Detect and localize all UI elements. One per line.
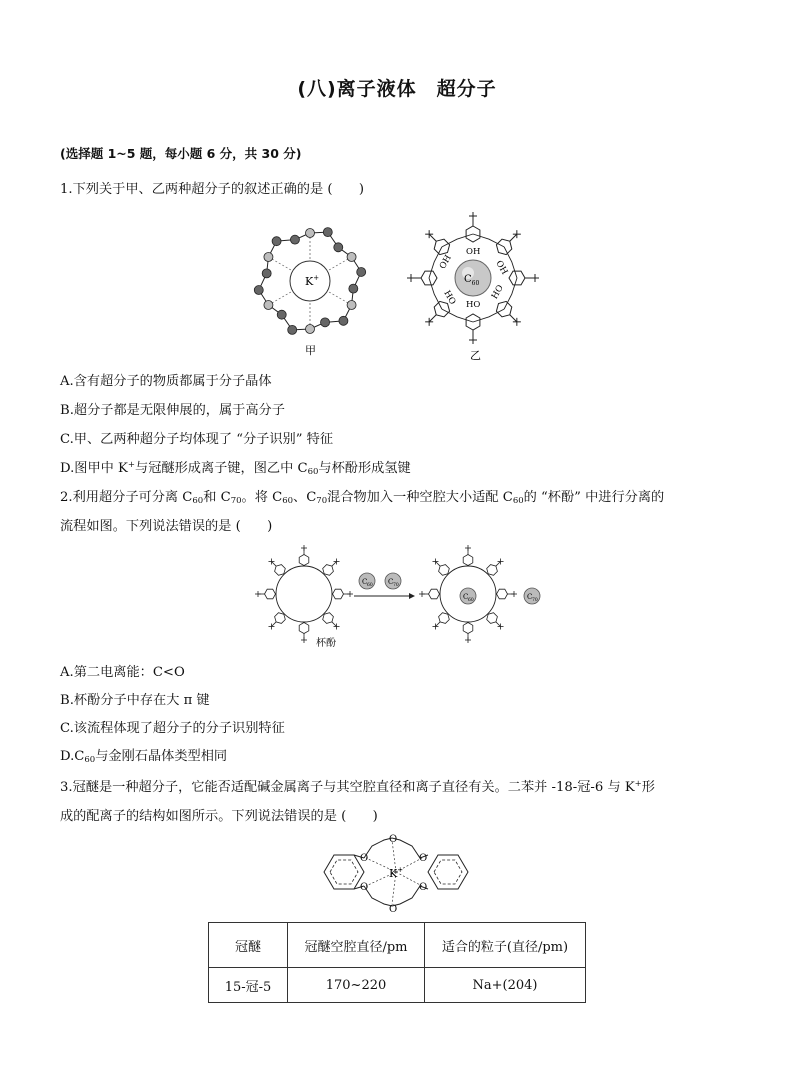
q2-stem-line1: 2.利用超分子可分离 $C_{60}$和 $C_{70}$。将 $C_{60}$、$C_{70}$混合物加入一种空腔大小适配 $C_{60}$的 “杯酚” 中进行分离的 [60,490,665,506]
oxygen-atom [347,253,356,262]
table-row [209,968,586,1003]
table-cell: 15-冠-5 [209,968,288,1003]
crown-ether-table [208,922,586,1003]
q2-option-b: B.杯酚分子中存在大 π 键 [60,693,210,708]
oxygen-atom [264,253,273,262]
q2-option-c: C.该流程体现了超分子的分子识别特征 [60,721,285,736]
carbon-atom [321,318,330,327]
figure-q2-flow [244,544,554,652]
carbon-atom [357,267,366,276]
table-cell: 170~220 [288,968,425,1003]
q1-option-d: D.图甲中 K+与冠醚形成离子键，图乙中 $C_{60}$与杯酚形成氢键 [60,460,411,477]
figure-yi-caption: 乙 [470,349,481,362]
carbon-atom [349,284,358,293]
svg-text:O: O [389,834,398,845]
q3-stem-line1: 3.冠醚是一种超分子，它能否适配碱金属离子与其空腔直径和离子直径有关。二苯并 -18-冠-6 与 K+形 [60,779,655,795]
q3-stem-line2: 成的配离子的结构如图所示。下列说法错误的是 ( ) [60,809,378,824]
svg-text:O: O [360,853,369,864]
svg-text:HO: HO [489,283,506,301]
table-header: 适合的粒子(直径/pm) [425,923,586,968]
svg-text:C: C [527,593,533,601]
carbon-atom [339,316,348,325]
oxygen-atom [264,301,273,310]
oxygen-atom [306,229,315,238]
figure-yi [404,204,544,364]
svg-text:C: C [388,578,394,586]
figure-jia-caption: 甲 [305,344,316,357]
svg-text:O: O [419,853,428,864]
carbon-atom [323,228,332,237]
q2-option-a: A.第二电离能：C<O [60,665,185,680]
q1-stem: 1.下列关于甲、乙两种超分子的叙述正确的是 ( ) [60,182,364,197]
carbon-atom [288,325,297,334]
svg-text:O: O [360,882,369,893]
table-header: 冠醚空腔直径/pm [288,923,425,968]
q2-option-d: $D.C_{60}$与金刚石晶体类型相同 [60,749,228,765]
q1-option-c: C.甲、乙两种超分子均体现了 “分子识别” 特征 [60,432,334,447]
carbon-atom [254,286,263,295]
svg-text:60: 60 [367,583,373,588]
ho-label: HO [466,300,481,310]
figure-dibenzo-crown [320,832,472,916]
oxygen-atom [347,301,356,310]
svg-text:70: 70 [532,598,538,603]
svg-text:HO: HO [441,289,458,307]
q1-option-b: B.超分子都是无限伸展的，属于高分子 [60,403,285,418]
carbon-atom [334,243,343,252]
svg-text:O: O [389,904,398,915]
table-header-row [209,923,586,968]
q2-stem-line2: 流程如图。下列说法错误的是 ( ) [60,519,273,534]
k-ion-label: K+ [305,274,320,288]
figure-q2-caption: 杯酚 [316,638,336,649]
table-cell: Na+(204) [425,968,586,1003]
svg-text:OH: OH [437,253,454,271]
svg-text:OH: OH [493,259,510,277]
carbon-atom [277,310,286,319]
figure-jia [250,212,378,362]
q1-option-a: A.含有超分子的物质都属于分子晶体 [60,374,272,389]
page-title: (八)离子液体 超分子 [297,78,497,100]
k-ion-center: K+ [389,866,404,880]
c60-ball [455,260,491,296]
carbon-atom [290,235,299,244]
svg-text:O: O [419,882,428,893]
svg-text:60: 60 [468,598,474,603]
svg-text:70: 70 [393,583,399,588]
svg-text:C: C [362,578,368,586]
table-header: 冠醚 [209,923,288,968]
svg-text:C: C [463,593,469,601]
oh-label: OH [466,247,481,257]
carbon-atom [262,269,271,278]
section-note: (选择题 1~5 题，每小题 6 分，共 30 分) [60,146,302,161]
c60-label: $C_{60}$ [464,274,480,287]
carbon-atom [272,237,281,246]
oxygen-atom [306,325,315,334]
